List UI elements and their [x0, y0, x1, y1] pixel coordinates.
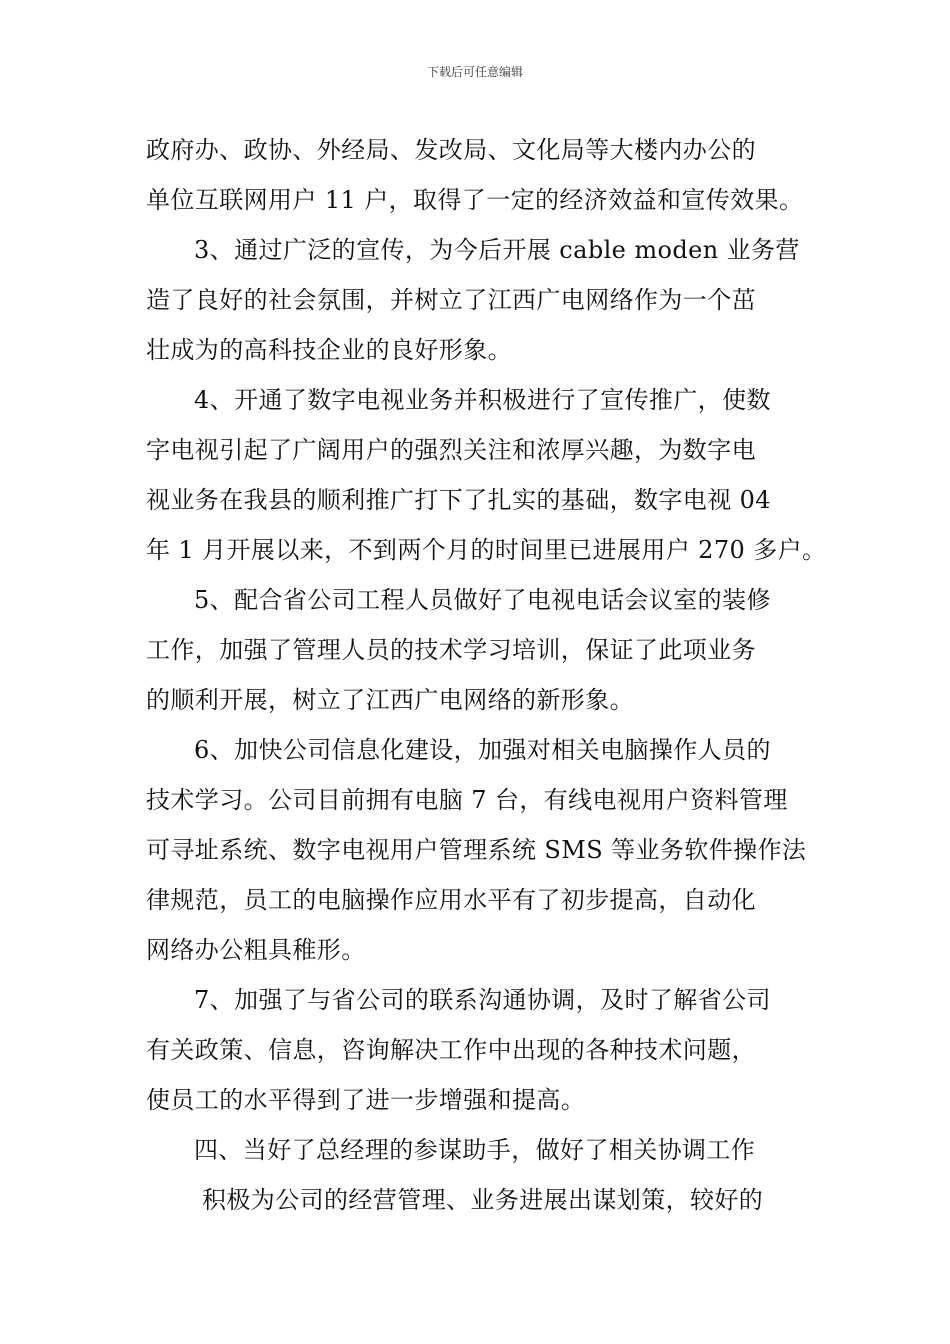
text-line: 字电视引起了广阔用户的强烈关注和浓厚兴趣，为数字电	[146, 436, 756, 464]
text-line: 政府办、政协、外经局、发改局、文化局等大楼内办公的	[146, 136, 756, 164]
text-line: 年 1 月开展以来，不到两个月的时间里已进展用户 270 多户。	[146, 536, 827, 564]
page-header: 下载后可任意编辑	[426, 65, 523, 79]
paragraph-6-start: 6、加快公司信息化建设，加强对相关电脑操作人员的	[194, 736, 771, 764]
text-line: 视业务在我县的顺利推广打下了扎实的基础，数字电视 04	[146, 486, 771, 514]
text-line: 技术学习。公司目前拥有电脑 7 台，有线电视用户资料管理	[146, 786, 788, 814]
text-line: 单位互联网用户 11 户，取得了一定的经济效益和宣传效果。	[146, 186, 804, 214]
text-line: 网络办公粗具稚形。	[146, 936, 366, 964]
document-body	[146, 128, 827, 1228]
paragraph-7-start: 7、加强了与省公司的联系沟通协调，及时了解省公司	[194, 986, 771, 1014]
section-heading: 四、当好了总经理的参谋助手，做好了相关协调工作	[194, 1136, 756, 1164]
text-line: 有关政策、信息，咨询解决工作中出现的各种技术问题，	[146, 1036, 756, 1064]
text-line: 造了良好的社会氛围，并树立了江西广电网络作为一个茁	[146, 286, 756, 314]
text-line: 可寻址系统、数字电视用户管理系统 SMS 等业务软件操作法	[146, 836, 807, 864]
text-line: 律规范，员工的电脑操作应用水平有了初步提高，自动化	[146, 886, 756, 914]
paragraph-5-start: 5、配合省公司工程人员做好了电视电话会议室的装修	[194, 586, 771, 614]
text-line: 使员工的水平得到了进一步增强和提高。	[146, 1086, 586, 1114]
paragraph-start: 积极为公司的经营管理、业务进展出谋划策，较好的	[202, 1186, 764, 1214]
paragraph-4-start: 4、开通了数字电视业务并积极进行了宣传推广，使数	[194, 386, 771, 414]
paragraph-3-start: 3、通过广泛的宣传，为今后开展 cable moden 业务营	[194, 236, 800, 264]
text-line: 工作，加强了管理人员的技术学习培训，保证了此项业务	[146, 636, 756, 664]
text-line: 的顺利开展，树立了江西广电网络的新形象。	[146, 686, 634, 714]
text-line: 壮成为的高科技企业的良好形象。	[146, 336, 512, 364]
